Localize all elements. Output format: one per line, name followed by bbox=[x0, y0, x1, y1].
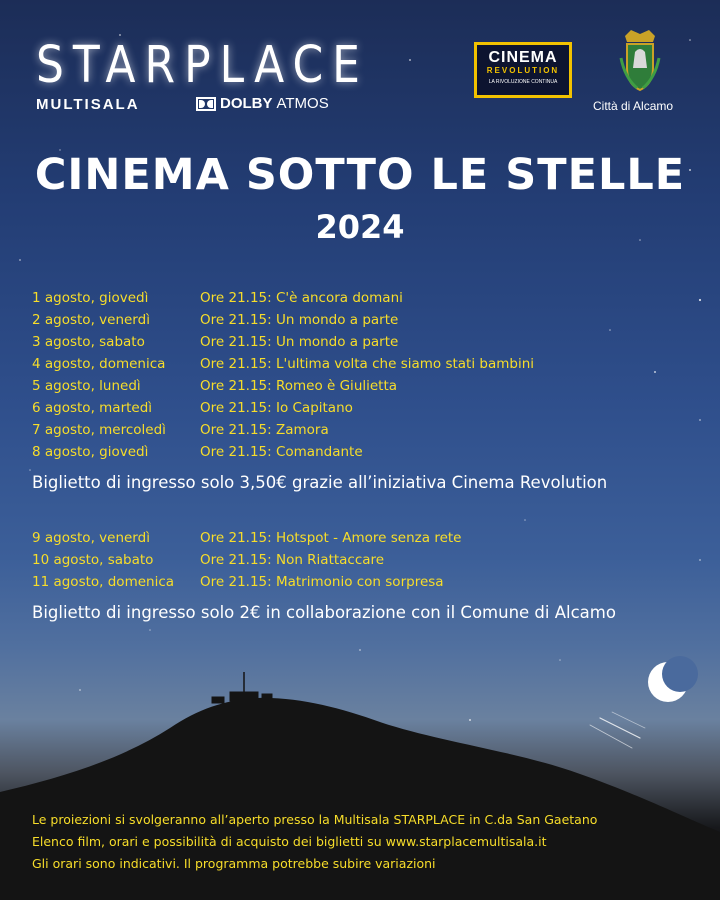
cinema-revolution-tagline: LA RIVOLUZIONE CONTINUA bbox=[477, 78, 569, 86]
schedule-show: Ore 21.15: Io Capitano bbox=[200, 400, 353, 416]
schedule-date: 4 agosto, domenica bbox=[32, 356, 166, 372]
dolby-atmos-logo bbox=[196, 95, 329, 112]
schedule-show: Ore 21.15: Zamora bbox=[200, 422, 329, 438]
schedule-date: 5 agosto, lunedì bbox=[32, 378, 141, 394]
dolby-label: DOLBY bbox=[220, 95, 273, 112]
schedule-date: 7 agosto, mercoledì bbox=[32, 422, 166, 438]
schedule-show: Ore 21.15: L'ultima volta che siamo stati bambini bbox=[200, 356, 535, 372]
dolby-icon bbox=[196, 97, 216, 111]
starplace-logo: STARPLACE bbox=[36, 36, 369, 95]
atmos-label: ATMOS bbox=[276, 95, 329, 112]
city-label: Città di Alcamo bbox=[593, 99, 674, 113]
schedule-show: Ore 21.15: Non Riattaccare bbox=[200, 552, 385, 568]
schedule-row bbox=[32, 356, 534, 378]
schedule-date: 10 agosto, sabato bbox=[32, 552, 154, 568]
schedule-week-1 bbox=[32, 290, 534, 466]
schedule-show: Ore 21.15: Matrimonio con sorpresa bbox=[200, 574, 444, 590]
page-year: 2024 bbox=[315, 208, 405, 246]
schedule-date: 6 agosto, martedì bbox=[32, 400, 153, 416]
footer-info bbox=[32, 812, 597, 878]
schedule-show: Ore 21.15: C'è ancora domani bbox=[200, 290, 403, 306]
antenna-towers bbox=[212, 672, 272, 703]
schedule-show: Ore 21.15: Hotspot - Amore senza rete bbox=[200, 530, 462, 546]
schedule-row bbox=[32, 552, 461, 574]
schedule-show: Ore 21.15: Comandante bbox=[200, 444, 363, 460]
cinema-revolution-title: CINEMA bbox=[488, 49, 558, 66]
schedule-show: Ore 21.15: Un mondo a parte bbox=[200, 312, 399, 328]
schedule-row bbox=[32, 400, 534, 422]
crescent-moon-icon bbox=[648, 656, 698, 702]
footer-line-location: Le proiezioni si svolgeranno all’aperto presso la Multisala STARPLACE in C.da San Gaetano bbox=[32, 812, 598, 827]
schedule-row bbox=[32, 574, 461, 596]
header bbox=[0, 0, 720, 130]
schedule-date: 1 agosto, giovedì bbox=[32, 290, 149, 306]
meteor-trails bbox=[590, 712, 645, 748]
schedule-row bbox=[32, 334, 534, 356]
schedule-row bbox=[32, 312, 534, 334]
schedule-date: 3 agosto, sabato bbox=[32, 334, 145, 350]
schedule-show: Ore 21.15: Romeo è Giulietta bbox=[200, 378, 398, 394]
schedule-date: 2 agosto, venerdì bbox=[32, 312, 150, 328]
schedule-date: 8 agosto, giovedì bbox=[32, 444, 149, 460]
schedule-show: Ore 21.15: Un mondo a parte bbox=[200, 334, 399, 350]
schedule-date: 9 agosto, venerdì bbox=[32, 530, 150, 546]
schedule-date: 11 agosto, domenica bbox=[32, 574, 175, 590]
schedule-row bbox=[32, 530, 461, 552]
footer-line-website: Elenco film, orari e possibilità di acquisto dei biglietti su www.starplacemultisala.it bbox=[32, 834, 547, 849]
schedule-week-2 bbox=[32, 530, 461, 596]
schedule-row bbox=[32, 444, 534, 466]
alcamo-crest-icon bbox=[617, 28, 663, 92]
page-title: CINEMA SOTTO LE STELLE bbox=[34, 150, 686, 200]
multisala-label: MULTISALA bbox=[36, 96, 140, 113]
ticket-note-comune: Biglietto di ingresso solo 2€ in collaborazione con il Comune di Alcamo bbox=[32, 603, 616, 622]
ticket-note-revolution: Biglietto di ingresso solo 3,50€ grazie all’iniziativa Cinema Revolution bbox=[32, 473, 608, 492]
schedule-row bbox=[32, 378, 534, 400]
cinema-revolution-subtitle: REVOLUTION bbox=[486, 66, 560, 75]
footer-line-disclaimer: Gli orari sono indicativi. Il programma potrebbe subire variazioni bbox=[32, 856, 436, 871]
cinema-revolution-logo bbox=[474, 42, 572, 98]
schedule-row bbox=[32, 290, 534, 312]
schedule-row bbox=[32, 422, 534, 444]
